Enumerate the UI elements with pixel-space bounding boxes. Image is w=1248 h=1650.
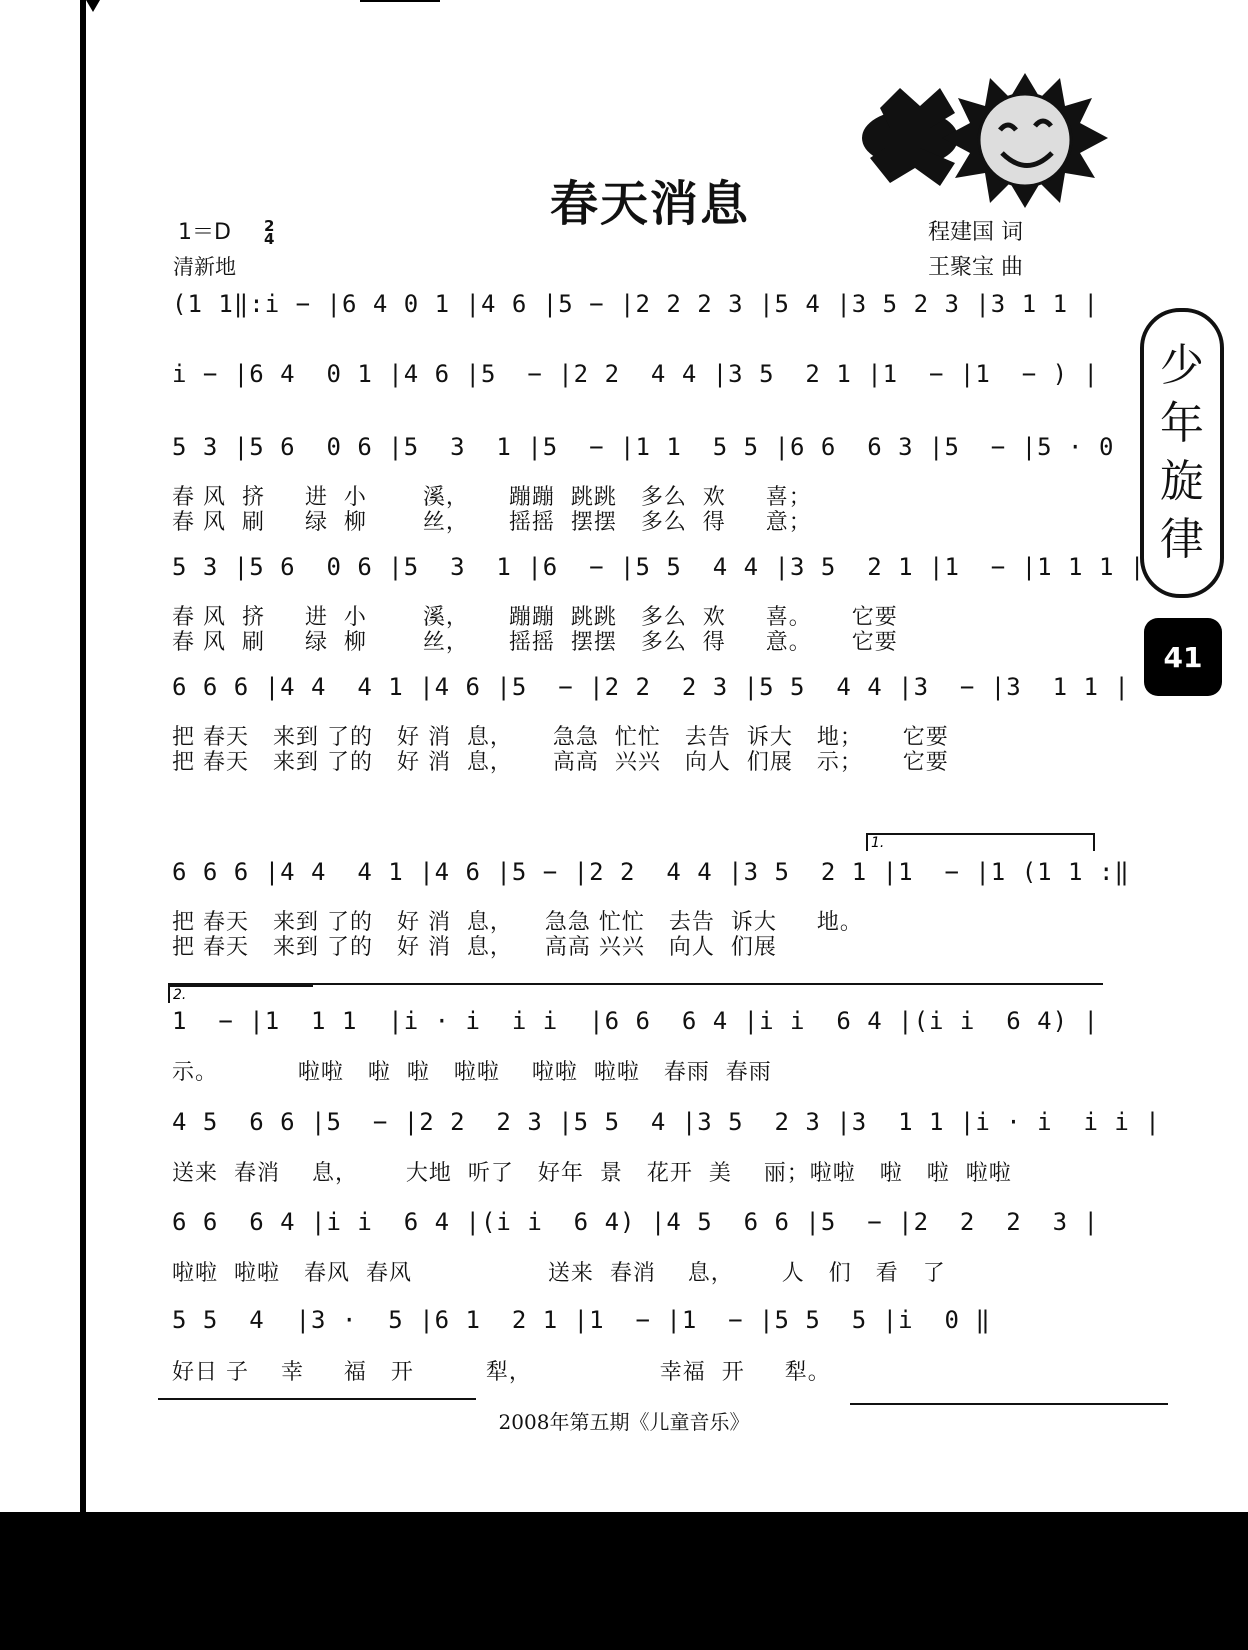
key-signature — [178, 215, 274, 246]
smiling-sun-icon — [860, 68, 1110, 228]
footer-rule-right — [850, 1403, 1168, 1405]
music-row: 1 − |1 1 1 |i · i i i |6 6 6 4 |i i 6 4 |(i i 6 4) | — [172, 1007, 1099, 1035]
music-row: (1 1‖:i − |6 4 0 1 |4 6 |5 − |2 2 2 3 |5 4 |3 5 2 3 |3 1 1 | — [172, 290, 1099, 318]
lyric-row: 春 风 挤 进 小 溪， 蹦蹦 跳跳 多么 欢 喜； — [172, 485, 812, 510]
lyric-row: 春 风 挤 进 小 溪， 蹦蹦 跳跳 多么 欢 喜。 它要 — [172, 605, 898, 630]
lyric-row: 送来 春消 息， 大地 听了 好年 景 花开 美 丽；啦啦 啦 啦 啦啦 — [172, 1161, 1012, 1186]
column-label-char: 少 — [1160, 340, 1204, 391]
page-margin — [0, 0, 84, 1512]
song-title: 春天消息 — [550, 176, 751, 232]
time-bottom: 4 — [263, 230, 275, 248]
music-row: 5 3 |5 6 0 6 |5 3 1 |6 − |5 5 4 4 |3 5 2 1 |1 − |1 1 1 | — [172, 553, 1146, 581]
lyricist-credit: 程建国 词 — [928, 220, 1023, 245]
lyric-row: 春 风 刷 绿 柳 丝， 摇摇 摆摆 多么 得 意； — [172, 510, 812, 535]
lyric-row: 把 春天 来到 了的 好 消 息， 高高 兴兴 向人 们展 — [172, 935, 777, 960]
column-label-char: 律 — [1160, 514, 1204, 565]
page-number: 41 — [1144, 618, 1222, 696]
footer-source: 2008年第五期《儿童音乐》 — [498, 1410, 750, 1434]
lyric-row: 把 春天 来到 了的 好 消 息， 急急 忙忙 去告 诉大 地； 它要 — [172, 725, 949, 750]
music-row: i − |6 4 0 1 |4 6 |5 − |2 2 4 4 |3 5 2 1 |1 − |1 − ) | — [172, 360, 1099, 388]
music-row: 6 6 6 |4 4 4 1 |4 6 |5 − |2 2 2 3 |5 5 4 4 |3 − |3 1 1 | — [172, 673, 1130, 701]
column-label — [1140, 308, 1224, 598]
time-top: 2 — [263, 217, 275, 235]
volta-second-ending: 2. — [168, 985, 313, 1003]
music-row: 6 6 6 |4 4 4 1 |4 6 |5 − |2 2 4 4 |3 5 2 1 |1 − |1 (1 1 :‖ — [172, 858, 1130, 886]
lyric-row: 春 风 刷 绿 柳 丝， 摇摇 摆摆 多么 得 意。 它要 — [172, 630, 898, 655]
music-row: 4 5 6 6 |5 − |2 2 2 3 |5 5 4 |3 5 2 3 |3 1 1 |i · i i i | — [172, 1108, 1161, 1136]
music-row: 5 3 |5 6 0 6 |5 3 1 |5 − |1 1 5 5 |6 6 6 3 |5 − |5 · 0 — [172, 433, 1130, 461]
tempo-marking: 清新地 — [173, 255, 236, 279]
composer-credit: 王聚宝 曲 — [928, 255, 1023, 280]
lyric-row: 把 春天 来到 了的 好 消 息， 急急 忙忙 去告 诉大 地。 — [172, 910, 863, 935]
column-label-char: 年 — [1160, 398, 1204, 449]
top-rule — [360, 0, 440, 2]
key-text: 1＝D — [178, 220, 231, 245]
lyric-row: 示。 啦啦 啦 啦 啦啦 啦啦 啦啦 春雨 春雨 — [172, 1060, 772, 1085]
volta-first-ending: 1. — [866, 833, 1095, 851]
music-row: 6 6 6 4 |i i 6 4 |(i i 6 4) |4 5 6 6 |5 − |2 2 2 3 | — [172, 1208, 1099, 1236]
lyric-row: 啦啦 啦啦 春风 春风 送来 春消 息， 人 们 看 了 — [172, 1261, 946, 1286]
lyric-row: 好日 子 幸 福 开 犁， 幸福 开 犁。 — [172, 1360, 831, 1385]
column-label-char: 旋 — [1160, 456, 1204, 507]
triangle-marker-icon — [86, 0, 100, 14]
footer-rule-left — [158, 1398, 476, 1400]
binding-line — [80, 0, 86, 1512]
music-row: 5 5 4 |3 · 5 |6 1 2 1 |1 − |1 − |5 5 5 |i 0 ‖ — [172, 1306, 991, 1334]
lyric-row: 把 春天 来到 了的 好 消 息， 高高 兴兴 向人 们展 示； 它要 — [172, 750, 949, 775]
time-signature — [263, 217, 275, 248]
